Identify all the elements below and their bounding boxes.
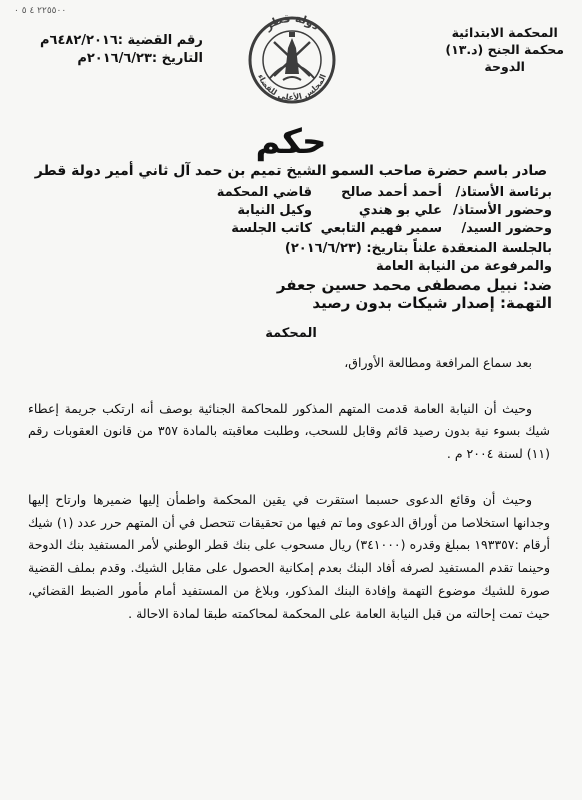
case-info	[40, 32, 203, 68]
panel-name: علي بو هندي	[358, 203, 442, 218]
case-number-value: :٦٤٨٢/٢٠١٦م	[40, 33, 123, 48]
qatar-state-emblem-icon	[240, 8, 344, 104]
defendant-name: نبيل مصطفى محمد حسين جعفر	[276, 276, 518, 294]
panel-row-prosecutor	[212, 202, 552, 220]
case-date-value: :٢٠١٦/٦/٢٣م	[77, 51, 158, 66]
charge-text: إصدار شيكات بدون رصيد	[312, 294, 495, 312]
panel-name: أحمد أحمد صالح	[341, 185, 442, 200]
panel-title: قاضي المحكمة	[216, 185, 312, 200]
case-date-row	[40, 50, 203, 68]
defendant-label: ضد:	[522, 276, 552, 294]
case-number-row	[40, 32, 203, 50]
emblem-bottom-text: المجلس الأعلى للقضاء	[255, 72, 329, 103]
court-header	[445, 24, 564, 75]
session-prosecution-line: والمرفوعة من النيابة العامة	[375, 259, 552, 274]
panel-row-judge	[212, 184, 552, 202]
document-reference-number: ٢٢٥٥٠٠ ٤ ٥ ٠	[14, 6, 67, 16]
panel-row-clerk	[212, 220, 552, 238]
royal-decree-line: صادر باسم حضرة صاحب السمو الشيخ تميم بن حمد آل ثاني أمير دولة قطر	[34, 163, 548, 179]
panel-role: برئاسة الأستاذ/	[455, 185, 552, 200]
case-date-label: التاريخ	[161, 51, 203, 66]
charge-label: التهمة:	[500, 294, 552, 312]
charge-line	[277, 294, 552, 312]
paragraph-intro: بعد سماع المرافعة ومطالعة الأوراق،	[344, 355, 532, 370]
court-name: المحكمة الابتدائية	[451, 25, 558, 40]
court-city: الدوحة	[484, 59, 525, 74]
session-info	[277, 240, 552, 312]
emblem-top-text: دولة قطر	[262, 11, 322, 33]
panel-title: كاتب الجلسة	[231, 221, 312, 236]
paragraph-facts: وحيث أن وقائع الدعوى حسبما استقرت في يقين المحكمة واطمأن إليها ضميرها وارتاح إليها وجدانها استخلاصا من أوراق الدعوى وما تم فيها من تحقيقات تتحصل في أن المتهم حرر عدد (١) شيك أرقام :١٩٣٣٥٧ بمبلغ وقدره (٣٤١٠٠٠) ريال مسحوب على بنك قطر الوطني لأمر المستفيد بنك الدوحة وحينما تقدم المستفيد لصرفه أفاد البنك بعدم إمكانية الحصول على مقابل الشيك. وقدم بملف القضية صورة للشيك موضوع التهمة وإفادة البنك المذكور، وبلاغ من المستفيد أمام مأمور الضبط القضائي، حيث تمت إحالته من قبل النيابة العامة على المحكمة لمحاكمته طبقا لمادة الاحالة .	[28, 491, 550, 621]
panel-role: وحضور الأستاذ/	[453, 203, 552, 218]
document-title: حكم	[255, 122, 327, 162]
defendant-line	[277, 276, 552, 294]
court-panel	[212, 184, 552, 238]
court-division: محكمة الجنح (د.١٣)	[445, 42, 564, 57]
section-heading-court: المحكمة	[265, 326, 317, 341]
session-date-line: بالجلسة المنعقدة علناً بتاريخ: (٢٠١٦/٦/٢٣)	[284, 241, 552, 256]
case-number-label: رقم القضية	[127, 33, 203, 48]
paragraph-charge: وحيث أن النيابة العامة قدمت المتهم المذكور للمحاكمة الجنائية بوصف أنه ارتكب جريمة إعطاء شيك بسوء نية بدون رصيد قائم وقابل للسحب، وطلبت معاقبته بالمادة ٣٥٧ من قانون العقوبات رقم (١١) لسنة ٢٠٠٤ م .	[28, 400, 550, 462]
panel-title: وكيل النيابة	[237, 203, 312, 218]
panel-name: سمير فهيم التابعي	[320, 221, 442, 236]
panel-role: وحضور السيد/	[461, 221, 552, 236]
judgment-body	[28, 352, 550, 626]
